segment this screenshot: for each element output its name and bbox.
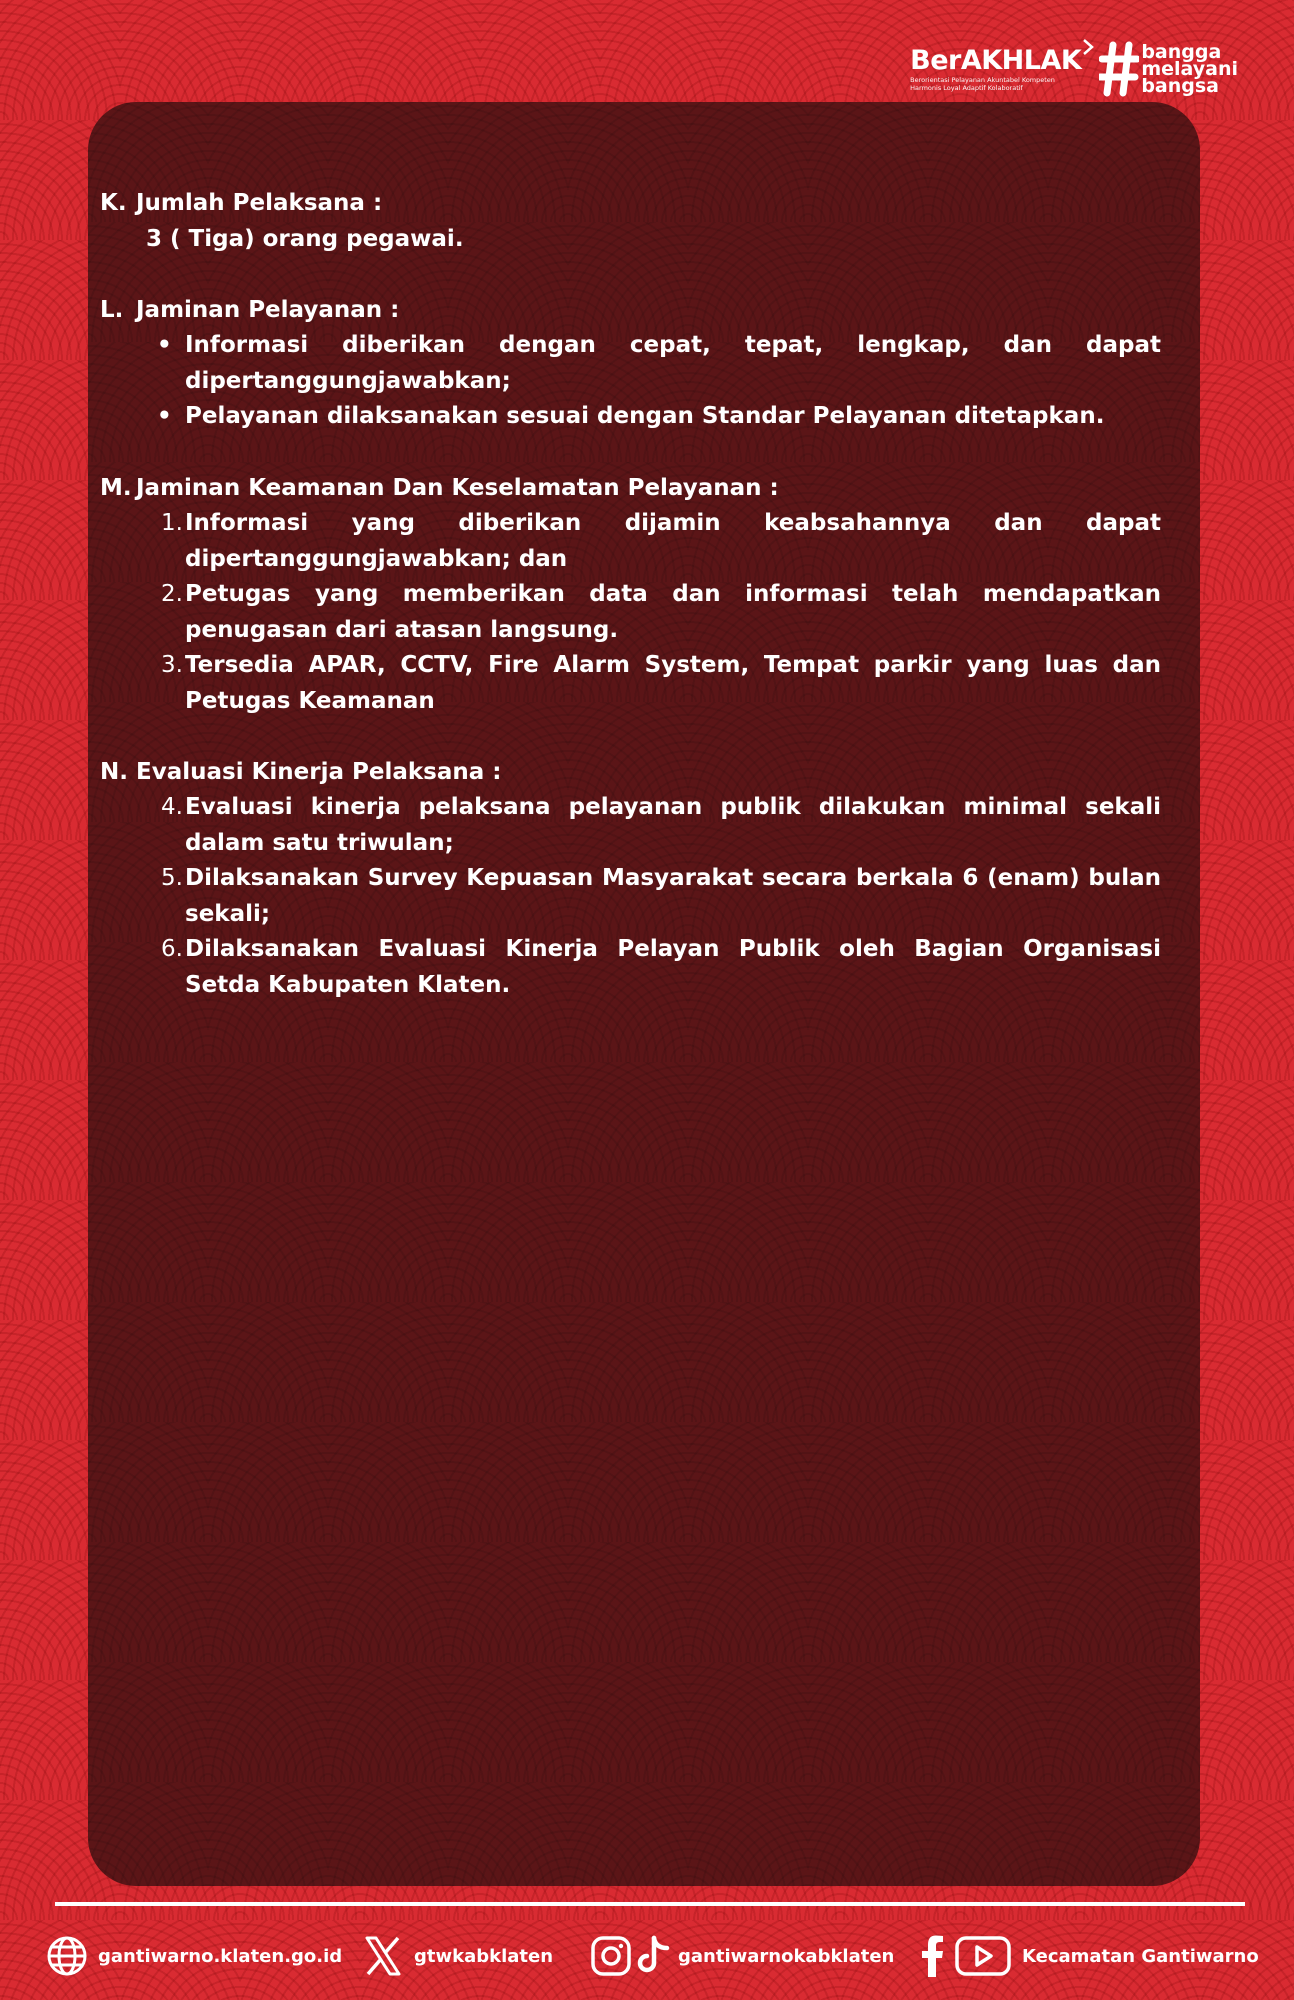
content-panel [88,102,1200,1886]
facebook-icon [920,1935,944,1977]
header-logos [910,34,1238,104]
tiktok-icon [636,1935,670,1977]
section-n-letter: N. [100,759,128,785]
section-k-heading [100,186,382,221]
section-n-item-text: Dilaksanakan Evaluasi Kinerja Pelayan Publik oleh Bagian Organisasi Setda Kabupaten Klaten. [185,936,1161,998]
section-n-title: Evaluasi Kinerja Pelaksana : [136,759,502,785]
section-m-item [161,506,1161,577]
section-n-item-text: Evaluasi kinerja pelaksana pelayanan publik dilakukan minimal sekali dalam satu triwulan; [185,794,1161,856]
section-l-item-text: Informasi diberikan dengan cepat, tepat, lengkap, dan dapat dipertanggungjawabkan; [185,332,1161,394]
section-l-item-text: Pelayanan dilaksanakan sesuai dengan Standar Pelayanan ditetapkan. [185,403,1105,429]
list-number: 6. [161,936,183,962]
section-m-item-text: Tersedia APAR, CCTV, Fire Alarm System, Tempat parkir yang luas dan Petugas Keamanan [185,652,1161,714]
footer-ig-tiktok[interactable] [590,1934,894,1978]
section-k-letter: K. [100,190,127,216]
footer [0,1934,1294,1978]
instagram-icon [590,1935,632,1977]
berakhlak-tagline-2: Harmonis Loyal Adaptif Kolaboratif [910,84,1023,92]
section-k-title: Jumlah Pelaksana : [136,190,383,216]
section-m-title: Jaminan Keamanan Dan Keselamatan Pelayanan : [136,475,779,501]
footer-fb-youtube[interactable] [920,1934,1259,1978]
globe-icon [46,1935,88,1977]
website-text: gantiwarno.klaten.go.id [98,1945,343,1967]
bullet-icon: • [157,332,172,358]
berakhlak-tagline-1: Berorientasi Pelayanan Akuntabel Kompeten [910,76,1055,84]
footer-divider [55,1902,1245,1906]
section-m-heading [100,471,779,506]
section-m-item-text: Informasi yang diberikan dijamin keabsahannya dan dapat dipertanggungjawabkan; dan [185,510,1161,572]
footer-x[interactable] [364,1934,553,1978]
section-k-text: 3 ( Tiga) orang pegawai. [146,226,464,252]
bangga-melayani-logo [1099,41,1238,97]
section-n-item [161,790,1161,861]
section-l-letter: L. [100,297,124,323]
campaign-line-1: bangga [1141,40,1222,63]
fb-youtube-name-text: Kecamatan Gantiwarno [1022,1945,1259,1967]
section-l-item [157,399,1161,435]
berakhlak-logo [910,46,1081,92]
hashtag-icon [1099,41,1139,97]
chevron-icon [1081,38,1095,56]
section-n-item-text: Dilaksanakan Survey Kepuasan Masyarakat secara berkala 6 (enam) bulan sekali; [185,865,1161,927]
section-n-heading [100,755,501,790]
section-n-item [161,861,1161,932]
campaign-line-3: bangsa [1141,74,1219,97]
section-l-heading [100,293,399,328]
section-l-title: Jaminan Pelayanan : [136,297,400,323]
ig-tiktok-handle-text: gantiwarnokabklaten [678,1945,895,1967]
berakhlak-wordmark: BerAKHLAK [910,45,1082,76]
list-number: 3. [161,652,183,678]
list-number: 1. [161,510,183,536]
list-number: 5. [161,865,183,891]
footer-website[interactable] [46,1934,342,1978]
bullet-icon: • [157,403,172,429]
campaign-line-2: melayani [1141,57,1238,80]
section-m-item [161,648,1161,719]
youtube-icon [954,1935,1012,1977]
x-logo-icon [364,1936,402,1976]
section-m-item [161,577,1161,648]
list-number: 2. [161,581,183,607]
list-number: 4. [161,794,183,820]
section-n-item [161,932,1161,1003]
section-m-letter: M. [100,475,132,501]
x-handle-text: gtwkabklaten [414,1945,554,1967]
section-l-item [157,328,1161,399]
section-m-item-text: Petugas yang memberikan data dan informasi telah mendapatkan penugasan dari atasan langsung. [185,581,1161,643]
